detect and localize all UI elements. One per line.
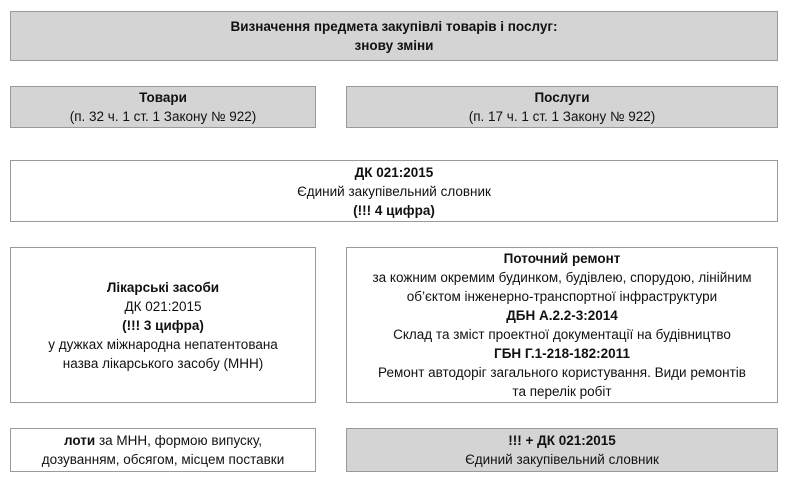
lots-line2: дозуванням, обсягом, місцем поставки [41, 452, 285, 467]
lots-line1-rest: за МНН, формою випуску, [95, 433, 263, 448]
goods-title: Товари [139, 90, 187, 105]
dk-code: ДК 021:2015 [354, 164, 434, 180]
header-box [10, 11, 778, 61]
services-title: Послуги [534, 90, 590, 105]
medicines-code: ДК 021:2015 [124, 298, 202, 314]
repair-std2-desc-line1: Ремонт автодоріг загального користування. Види ремонтів [378, 365, 746, 380]
services-dk-name: Єдиний закупівельний словник [465, 452, 659, 467]
lots-box [10, 428, 316, 472]
goods-ref: (п. 32 ч. 1 ст. 1 Закону № 922) [69, 109, 257, 124]
repair-std2-desc-line2: та перелік робіт [512, 384, 612, 399]
repair-std1-desc: Склад та зміст проектної документації на будівництво [393, 327, 731, 342]
medicines-note: (!!! 3 цифра) [122, 317, 204, 333]
dk-note: (!!! 4 цифра) [353, 202, 435, 218]
header-title: Визначення предмета закупівлі товарів і послуг: [230, 19, 558, 34]
services-ref: (п. 17 ч. 1 ст. 1 Закону № 922) [468, 109, 656, 124]
services-dk-code: !!! + ДК 021:2015 [508, 433, 616, 448]
goods-box [10, 86, 316, 128]
dk-name: Єдиний закупівельний словник [297, 183, 491, 199]
repair-std1-code: ДБН А.2.2-3:2014 [506, 308, 618, 323]
medicines-title: Лікарські засоби [106, 279, 220, 295]
lots-line1 [64, 431, 262, 450]
medicines-desc-line1: у дужках міжнародна непатентована [48, 336, 278, 352]
medicines-box [10, 247, 316, 403]
services-box [346, 86, 778, 128]
lots-bold-word: лоти [63, 433, 96, 448]
services-dk-box [346, 428, 778, 472]
header-subtitle: знову зміни [354, 38, 434, 53]
repair-desc-line2: об’єктом інженерно-транспортної інфраструктури [406, 289, 718, 304]
repair-title: Поточний ремонт [503, 251, 621, 266]
repair-box [346, 247, 778, 403]
dk-box [10, 160, 778, 222]
medicines-desc-line2: назва лікарського засобу (МНН) [62, 355, 264, 371]
repair-desc-line1: за кожним окремим будинком, будівлею, спорудою, лінійним [372, 270, 752, 285]
repair-std2-code: ГБН Г.1-218-182:2011 [494, 346, 630, 361]
